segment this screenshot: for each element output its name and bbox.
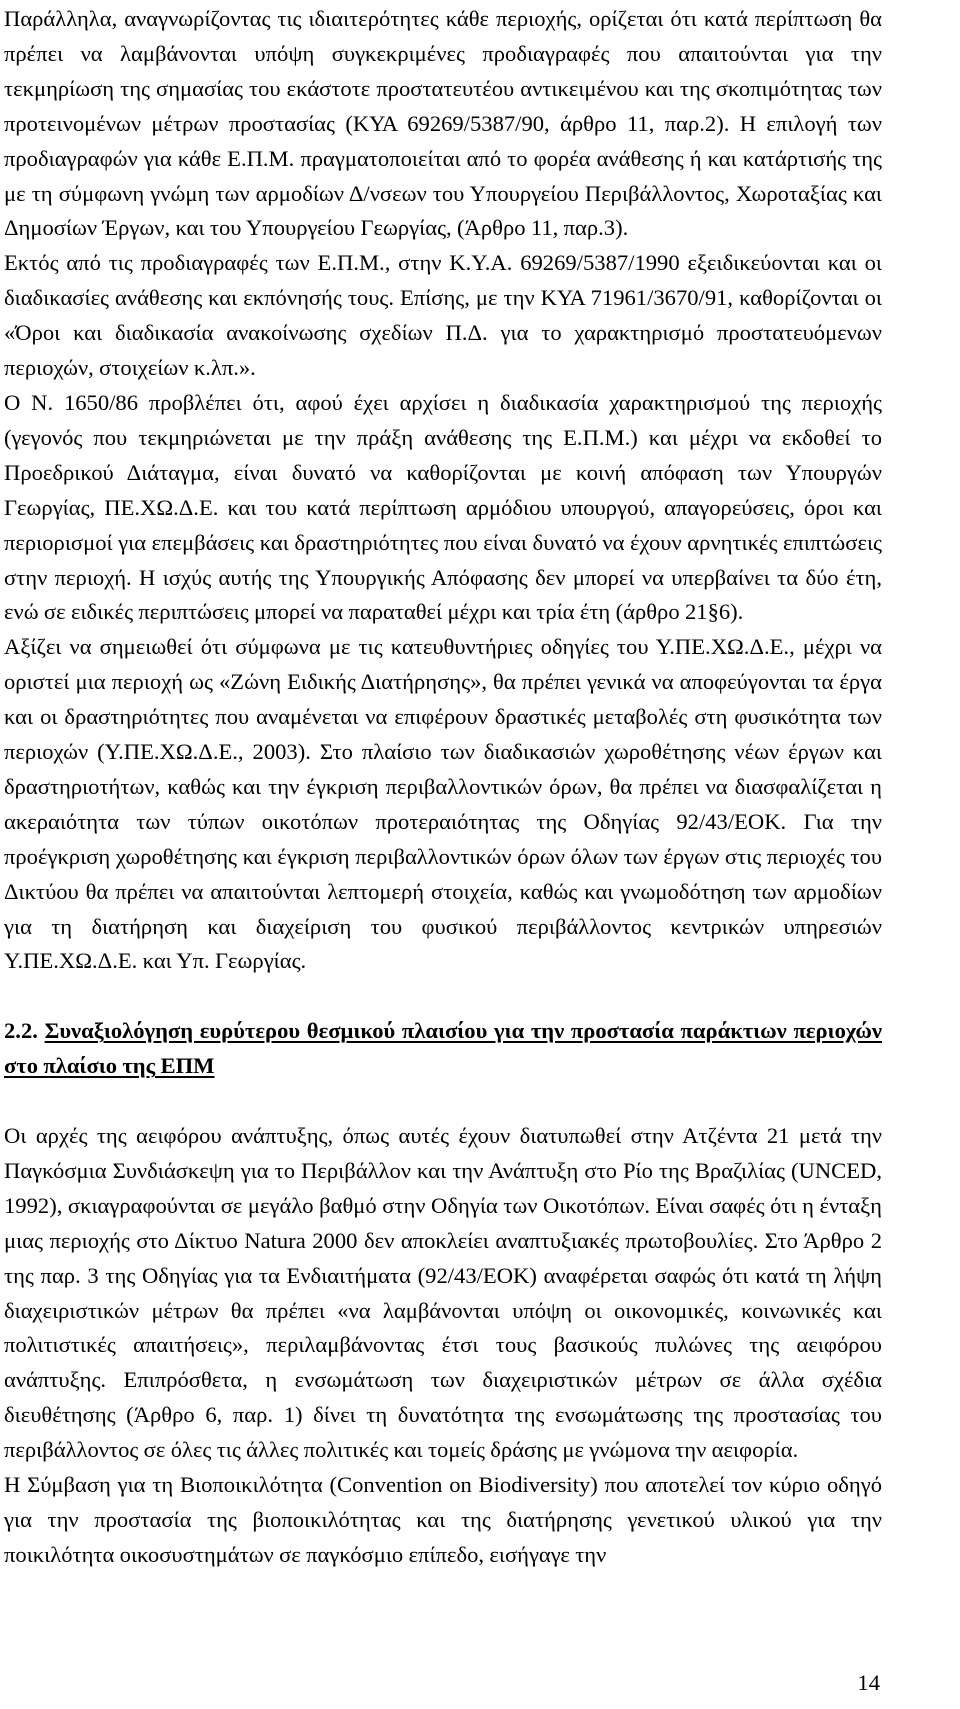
- paragraph-special-conservation-zone: Αξίζει να σημειωθεί ότι σύμφωνα με τις κατευθυντήριες οδηγίες του Υ.ΠΕ.ΧΩ.Δ.Ε., μέχρι να οριστεί μια περιοχή ως «Ζώνη Ειδικής Διατήρησης», θα πρέπει γενικά να αποφεύγονται τα έργα και οι δραστηριότητες που αναμένεται να επιφέρουν δραστικές μεταβολές στη φυσικότητα των περιοχών (Υ.ΠΕ.ΧΩ.Δ.Ε., 2003). Στο πλαίσιο των διαδικασιών χωροθέτησης νέων έργων και δραστηριοτήτων, καθώς και την έγκριση περιβαλλοντικών όρων, θα πρέπει να διασφαλίζεται η ακεραιότητα των τύπων οικοτόπων προτεραιότητας της Οδηγίας 92/43/ΕΟΚ. Για την προέγκριση χωροθέτησης και έγκριση περιβαλλοντικών όρων όλων των έργων στις περιοχές του Δικτύου θα πρέπει να απαιτούνται λεπτομερή στοιχεία, καθώς και γνωμοδότηση των αρμοδίων για τη διατήρηση και διαχείριση του φυσικού περιβάλλοντος κεντρικών υπηρεσιών Υ.ΠΕ.ΧΩ.Δ.Ε. και Υπ. Γεωργίας.: [4, 634, 882, 974]
- page-number: 14: [857, 1670, 880, 1695]
- section-title: Συναξιολόγηση ευρύτερου θεσμικού πλαισίου για την προστασία παράκτιων περιοχών στο πλαίσιο της ΕΠΜ: [4, 1018, 882, 1079]
- paragraph-law-1650-86: Ο Ν. 1650/86 προβλέπει ότι, αφού έχει αρχίσει η διαδικασία χαρακτηρισμού της περιοχής (γεγονός που τεκμηριώνεται με την πράξη ανάθεσης της Ε.Π.Μ.) και μέχρι να εκδοθεί το Προεδρικού Διάταγμα, είναι δυνατό να καθορίζονται με κοινή απόφαση των Υπουργών Γεωργίας, ΠΕ.ΧΩ.Δ.Ε. και του κατά περίπτωση αρμόδιου υπουργού, απαγορεύσεις, όροι και περιορισμοί για επεμβάσεις και δραστηριότητες που είναι δυνατό να έχουν αρνητικές επιπτώσεις στην περιοχή. Η ισχύς αυτής της Υπουργικής Απόφασης δεν μπορεί να υπερβαίνει τα δύο έτη, ενώ σε ειδικές περιπτώσεις μπορεί να παραταθεί μέχρι και τρία έτη (άρθρο 21§6).: [4, 389, 882, 625]
- paragraph-sustainable-development: Οι αρχές της αειφόρου ανάπτυξης, όπως αυτές έχουν διατυπωθεί στην Ατζέντα 21 μετά την Παγκόσμια Συνδιάσκεψη για το Περιβάλλον και την Ανάπτυξη στο Ρίο της Βραζιλίας (UNCED, 1992), σκιαγραφούνται σε μεγάλο βαθμό στην Οδηγία των Οικοτόπων. Είναι σαφές ότι η ένταξη μιας περιοχής στο Δίκτυο Natura 2000 δεν αποκλείει αναπτυξιακές πρωτοβουλίες. Στο Άρθρο 2 της παρ. 3 της Οδηγίας για τα Ενδιαιτήματα (92/43/ΕΟΚ) αναφέρεται σαφώς ότι κατά τη λήψη διαχειριστικών μέτρων θα πρέπει «να λαμβάνονται υπόψη οι οικονομικές, κοινωνικές και πολιτιστικές απαιτήσεις», περιλαμβάνοντας έτσι τους βασικούς πυλώνες της αειφόρου ανάπτυξης. Επιπρόσθετα, η ενσωμάτωση των διαχειριστικών μέτρων σε άλλα σχέδια διευθέτησης (Άρθρο 6, παρ. 1) δίνει τη δυνατότητα της ενσωμάτωσης της προστασίας του περιβάλλοντος σε όλες τις άλλες πολιτικές και τομείς δράσης με γνώμονα την αειφορία.: [4, 1122, 882, 1463]
- section-heading: [4, 1014, 882, 1084]
- section-number: 2.2.: [4, 1018, 38, 1044]
- paragraph-biodiversity-convention: Η Σύμβαση για τη Βιοποικιλότητα (Convention on Biodiversity) που αποτελεί τον κύριο οδηγό για την προστασία της βιοποικιλότητας και της διατήρησης γενετικού υλικού για την ποικιλότητα οικοσυστημάτων σε παγκόσμιο επίπεδο, εισήγαγε την: [4, 1472, 882, 1567]
- paragraph-assignment-procedures: Εκτός από τις προδιαγραφές των Ε.Π.Μ., στην Κ.Υ.Α. 69269/5387/1990 εξειδικεύονται και οι διαδικασίες ανάθεσης και εκπόνησής τους. Επίσης, με την ΚΥΑ 71961/3670/91, καθορίζονται οι «Όροι και διαδικασία ανακοίνωσης σχεδίων Π.Δ. για το χαρακτηρισμό προστατευόμενων περιοχών, στοιχείων κ.λπ.».: [4, 250, 882, 381]
- document-body: [4, 2, 882, 1573]
- paragraph-gap: [4, 1084, 882, 1119]
- paragraph-spec-selection: Παράλληλα, αναγνωρίζοντας τις ιδιαιτερότητες κάθε περιοχής, ορίζεται ότι κατά περίπτωση θα πρέπει να λαμβάνονται υπόψη συγκεκριμένες προδιαγραφές που απαιτούνται για την τεκμηρίωση της σημασίας του εκάστοτε προστατευτέου αντικειμένου και της σκοπιμότητας των προτεινομένων μέτρων προστασίας (ΚΥΑ 69269/5387/90, άρθρο 11, παρ.2). Η επιλογή των προδιαγραφών για κάθε Ε.Π.Μ. πραγματοποιείται από το φορέα ανάθεσης ή και κατάρτισής της με τη σύμφωνη γνώμη των αρμοδίων Δ/νσεων του Υπουργείου Περιβάλλοντος, Χωροταξίας και Δημοσίων Έργων, και του Υπουργείου Γεωργίας, (Άρθρο 11, παρ.3).: [4, 6, 882, 241]
- paragraph-gap: [4, 979, 882, 1014]
